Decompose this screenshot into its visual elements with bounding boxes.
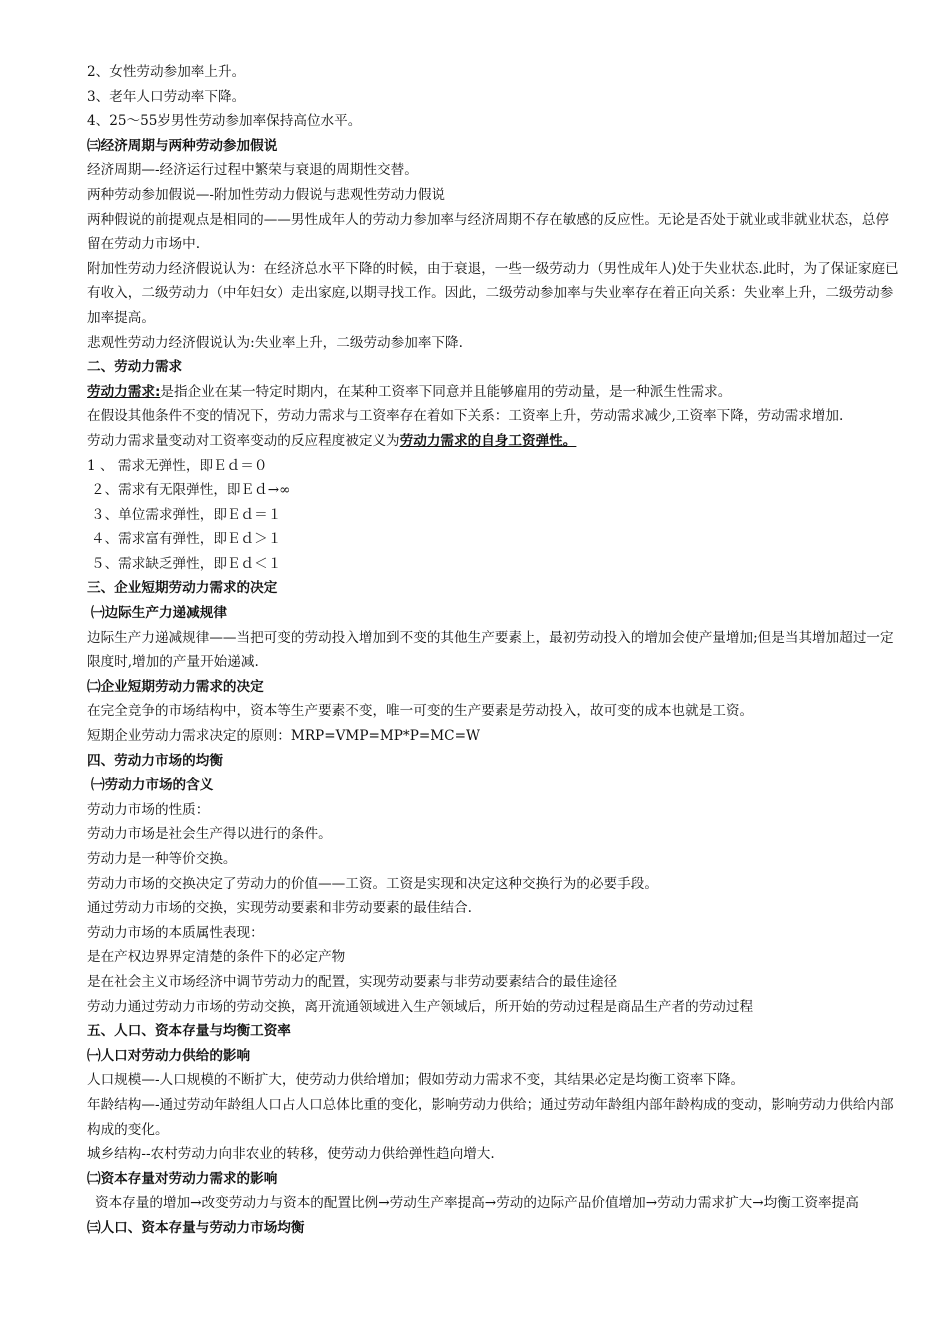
paragraph: 年龄结构—-通过劳动年龄组人口占人口总体比重的变化，影响劳动力供给；通过劳动年龄组内部年龄构成的变动，影响劳动力供给内部构成的变化。	[87, 1096, 894, 1138]
paragraph: 人口规模—-人口规模的不断扩大，使劳动力供给增加；假如劳动力需求不变，其结果必定是均衡工资率下降。	[87, 1072, 745, 1089]
paragraph: 是在产权边界界定清楚的条件下的必定产物	[87, 949, 346, 966]
term-label: 劳动力需求:	[87, 383, 161, 400]
paragraph: 经济周期—-经济运行过程中繁荣与衰退的周期性交替。	[87, 162, 418, 179]
list-item: ４、需求富有弹性，即Ｅｄ＞１	[91, 531, 282, 548]
paragraph: 劳动力是一种等价交换。	[87, 851, 237, 867]
paragraph: 劳动力市场的交换决定了劳动力的价值——工资。工资是实现和决定这种交换行为的必要手段。	[87, 875, 658, 892]
paragraph: 边际生产力递减规律——当把可变的劳动投入增加到不变的其他生产要素上，最初劳动投入的增加会使产量增加;但是当其增加超过一定限度时,增加的产量开始递减.	[87, 629, 894, 671]
section-heading: 五、人口、资本存量与均衡工资率	[87, 1023, 291, 1040]
paragraph: 在假设其他条件不变的情况下，劳动力需求与工资率存在着如下关系：工资率上升，劳动需求减少,工资率下降，劳动需求增加.	[87, 408, 844, 425]
paragraph: 两种劳动参加假说—-附加性劳动力假说与悲观性劳动力假说	[87, 186, 446, 203]
paragraph: 在完全竞争的市场结构中，资本等生产要素不变，唯一可变的生产要素是劳动投入，故可变的成本也就是工资。	[87, 703, 754, 720]
subsection-heading: ㈠人口对劳动力供给的影响	[87, 1047, 251, 1064]
paragraph: 劳动力市场的本质属性表现：	[87, 924, 264, 941]
paragraph: 劳动力通过劳动力市场的劳动交换，离开流通领域进入生产领域后，所开始的劳动过程是商品生产者的劳动过程	[87, 998, 754, 1015]
list-item: ２、需求有无限弹性，即Ｅｄ→∞	[91, 482, 291, 499]
subsection-heading: ㈡资本存量对劳动力需求的影响	[87, 1170, 278, 1187]
term-label: 劳动力需求的自身工资弹性。	[399, 432, 577, 449]
subsection-heading: ㈠劳动力市场的含义	[91, 777, 214, 794]
definition-text: 是指企业在某一特定时期内，在某种工资率下同意并且能够雇用的劳动量，是一种派生性需求。	[160, 383, 732, 400]
paragraph: 通过劳动力市场的交换，实现劳动要素和非劳动要素的最佳结合.	[87, 900, 472, 917]
section-heading: ㈢经济周期与两种劳动参加假说	[87, 137, 278, 154]
list-item: 2、女性劳动参加率上升。	[87, 64, 246, 80]
section-heading: 四、劳动力市场的均衡	[87, 752, 223, 769]
list-item: 3、老年人口劳动率下降。	[87, 88, 246, 105]
paragraph: 劳动力市场的性质：	[87, 801, 210, 818]
paragraph: 城乡结构--农村劳动力向非农业的转移，使劳动力供给弹性趋向增大.	[87, 1146, 495, 1163]
paragraph: 是在社会主义市场经济中调节劳动力的配置，实现劳动要素与非劳动要素结合的最佳途径	[87, 973, 618, 990]
subsection-heading: ㈡企业短期劳动力需求的决定	[87, 678, 264, 695]
paragraph: 附加性劳动力经济假说认为：在经济总水平下降的时候，由于衰退，一些一级劳动力（男性成年人)处于失业状态.此时，为了保证家庭已有收入，二级劳动力（中年妇女）走出家庭,以期寻找工作。因此，二级劳动参加率与失业率存在着正向关系：失业率上升，二级劳动参加率提高。	[87, 260, 899, 326]
section-heading: 二、劳动力需求	[87, 359, 183, 376]
paragraph: 短期企业劳动力需求决定的原则：MRP=VMP=MP*P=MC=W	[87, 728, 480, 745]
list-item: ５、需求缺乏弹性，即Ｅｄ＜１	[91, 555, 282, 572]
section-heading: 三、企业短期劳动力需求的决定	[87, 580, 278, 597]
paragraph-text: 劳动力需求量变动对工资率变动的反应程度被定义为	[87, 432, 400, 449]
paragraph	[87, 429, 902, 454]
list-item: 4、25～55岁男性劳动参加率保持高位水平。	[87, 113, 362, 130]
subsection-heading: ㈠边际生产力递减规律	[91, 605, 227, 622]
list-item: 1 、 需求无弹性，即Ｅｄ＝０	[87, 457, 268, 474]
paragraph: 悲观性劳动力经济假说认为:失业率上升，二级劳动参加率下降.	[87, 334, 463, 351]
paragraph: 两种假说的前提观点是相同的——男性成年人的劳动力参加率与经济周期不存在敏感的反应性。无论是否处于就业或非就业状态，总停留在劳动力市场中.	[87, 211, 890, 253]
subsection-heading: ㈢人口、资本存量与劳动力市场均衡	[87, 1219, 305, 1236]
paragraph: 资本存量的增加→改变劳动力与资本的配置比例→劳动生产率提高→劳动的边际产品价值增加→劳动力需求扩大→均衡工资率提高	[95, 1195, 859, 1212]
paragraph: 劳动力市场是社会生产得以进行的条件。	[87, 826, 332, 843]
definition-paragraph	[87, 380, 902, 405]
document-page	[87, 60, 902, 1241]
list-item: ３、单位需求弹性，即Ｅｄ＝１	[91, 506, 282, 523]
